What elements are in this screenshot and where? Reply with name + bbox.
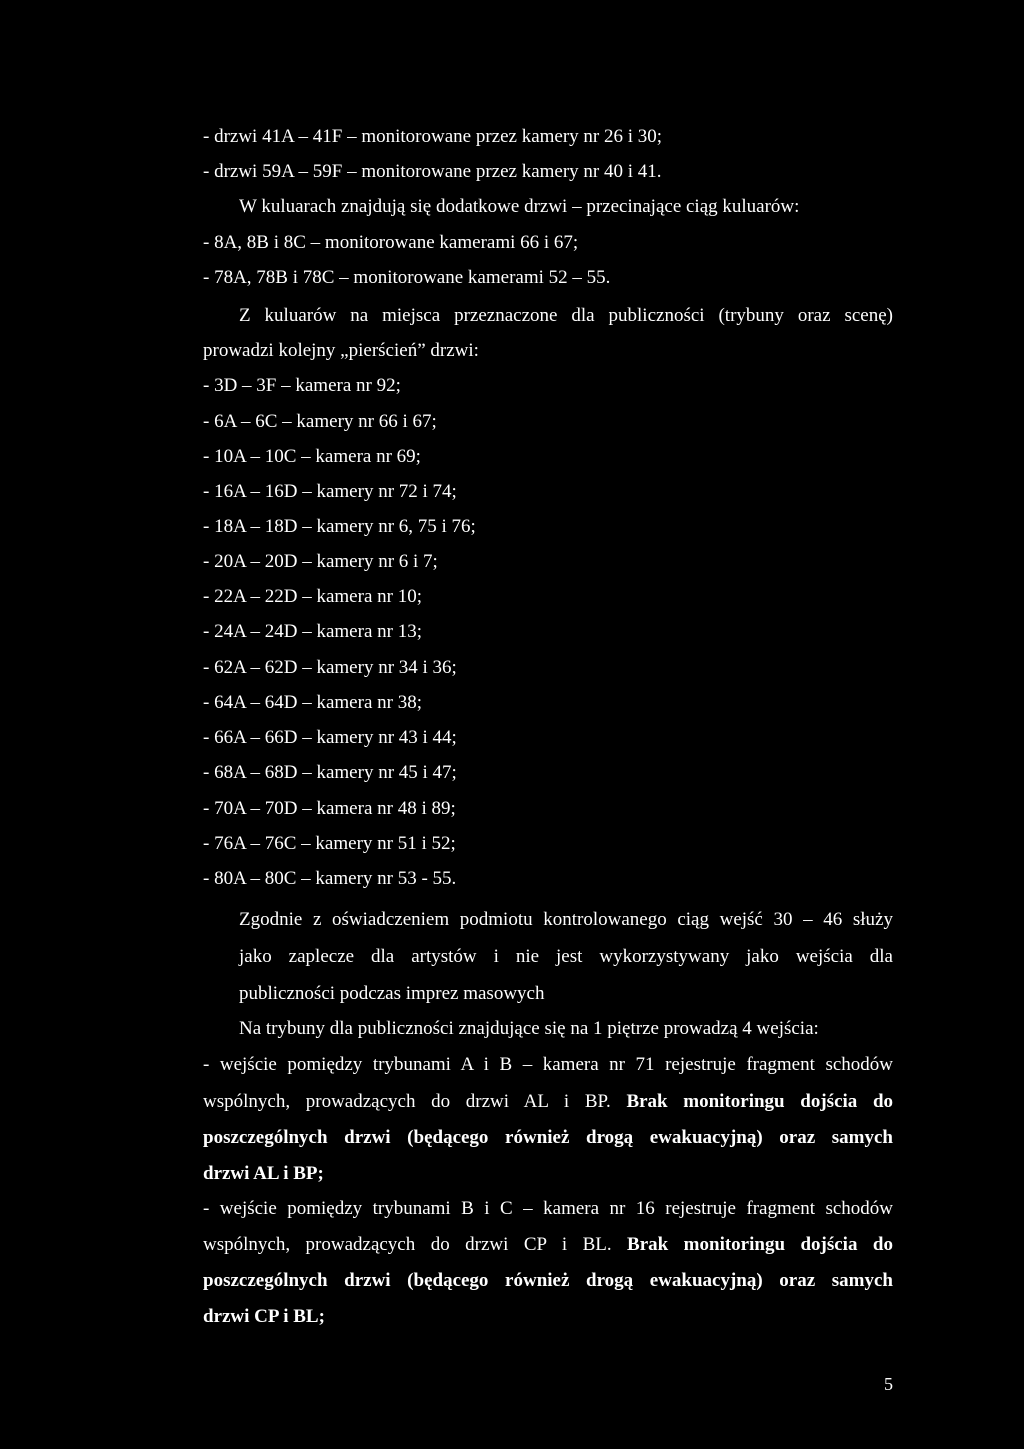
door-list-item: - 3D – 3F – kamera nr 92; <box>203 375 401 396</box>
entrance-bc-line-4: drzwi CP i BL; <box>203 1306 325 1327</box>
entrance-bc-normal-text: wspólnych, prowadzących do drzwi CP i BL. <box>203 1234 612 1255</box>
door-list-item: - 66A – 66D – kamery nr 43 i 44; <box>203 727 457 748</box>
entrance-ab-warning-text: Brak monitoringu dojścia do <box>626 1091 894 1112</box>
door-list-item: - 10A – 10C – kamera nr 69; <box>203 446 421 467</box>
door-list-item: - 6A – 6C – kamery nr 66 i 67; <box>203 411 437 432</box>
entrance-ab-line-1: - wejście pomiędzy trybunami A i B – kamera nr 71 rejestruje fragment schodów <box>203 1054 893 1075</box>
door-list-item: - 80A – 80C – kamery nr 53 - 55. <box>203 868 457 889</box>
door-list-item: - 20A – 20D – kamery nr 6 i 7; <box>203 551 438 572</box>
entrance-ab-line-4: drzwi AL i BP; <box>203 1163 324 1184</box>
entrance-bc-line-2 <box>203 1233 893 1257</box>
entrance-ab-normal-text: wspólnych, prowadzących do drzwi AL i BP. <box>203 1091 611 1112</box>
stands-intro: Na trybuny dla publiczności znajdujące się na 1 piętrze prowadzą 4 wejścia: <box>239 1018 819 1039</box>
entrance-ab-line-2 <box>203 1090 893 1114</box>
door-list-item: - 16A – 16D – kamery nr 72 i 74; <box>203 481 457 502</box>
door-list-item: - 22A – 22D – kamera nr 10; <box>203 586 422 607</box>
text-line-doors-8: - 8A, 8B i 8C – monitorowane kamerami 66 i 67; <box>203 232 579 253</box>
door-list-item: - 62A – 62D – kamery nr 34 i 36; <box>203 657 457 678</box>
text-line-doors-78: - 78A, 78B i 78C – monitorowane kamerami 52 – 55. <box>203 267 611 288</box>
entrance-ab-line-3: poszczególnych drzwi (będącego również drogą ewakuacyjną) oraz samych <box>203 1127 893 1148</box>
paragraph-artists-line-3: publiczności podczas imprez masowych <box>239 983 545 1004</box>
entrance-bc-line-3: poszczególnych drzwi (będącego również drogą ewakuacyjną) oraz samych <box>203 1270 893 1291</box>
entrance-bc-warning-text: Brak monitoringu dojścia do <box>627 1234 893 1255</box>
door-list-item: - 76A – 76C – kamery nr 51 i 52; <box>203 833 456 854</box>
text-line-corridor-doors: W kuluarach znajdują się dodatkowe drzwi – przecinające ciąg kuluarów: <box>239 196 800 217</box>
paragraph-ring-line-2: prowadzi kolejny „pierścień” drzwi: <box>203 340 479 361</box>
text-line-doors-41: - drzwi 41A – 41F – monitorowane przez kamery nr 26 i 30; <box>203 126 663 147</box>
door-list-item: - 64A – 64D – kamera nr 38; <box>203 692 422 713</box>
door-list-item: - 24A – 24D – kamera nr 13; <box>203 621 422 642</box>
text-line-doors-59: - drzwi 59A – 59F – monitorowane przez kamery nr 40 i 41. <box>203 161 662 182</box>
door-list-item: - 68A – 68D – kamery nr 45 i 47; <box>203 762 457 783</box>
page-number: 5 <box>884 1374 893 1394</box>
door-list-item: - 70A – 70D – kamera nr 48 i 89; <box>203 798 456 819</box>
entrance-bc-line-1: - wejście pomiędzy trybunami B i C – kamera nr 16 rejestruje fragment schodów <box>203 1198 893 1219</box>
door-list-item: - 18A – 18D – kamery nr 6, 75 i 76; <box>203 516 476 537</box>
paragraph-artists-line-1: Zgodnie z oświadczeniem podmiotu kontrolowanego ciąg wejść 30 – 46 służy <box>239 909 893 930</box>
paragraph-artists-line-2: jako zaplecze dla artystów i nie jest wykorzystywany jako wejścia dla <box>239 946 893 967</box>
paragraph-ring-line-1: Z kuluarów na miejsca przeznaczone dla publiczności (trybuny oraz scenę) <box>239 305 893 326</box>
